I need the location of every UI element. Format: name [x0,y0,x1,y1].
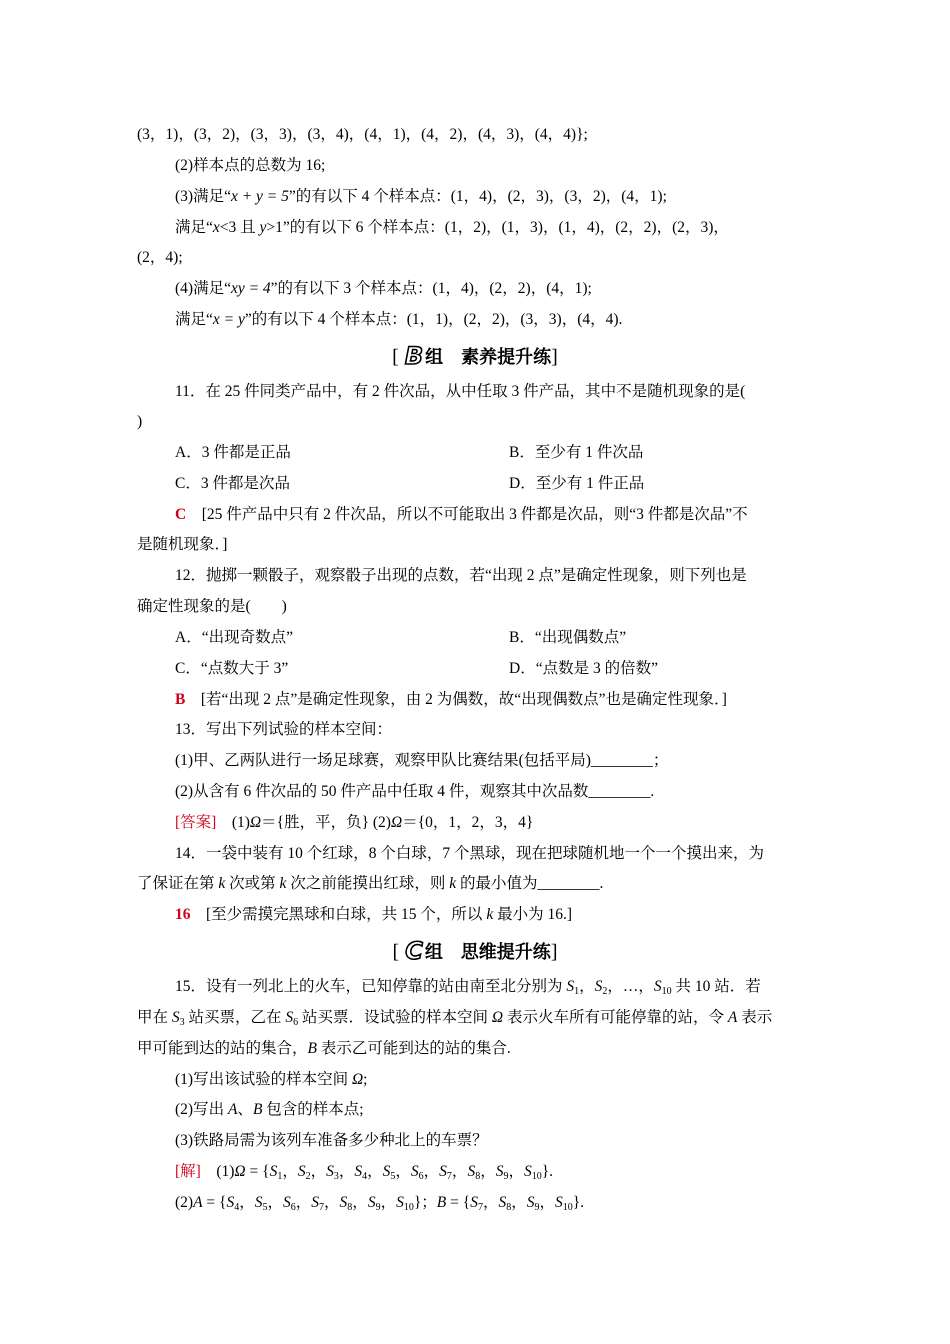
section-b-header: [ B 组 素养提升练] [392,342,558,370]
question-13-answer: [答案] (1)Ω＝{胜，平，负} (2)Ω＝{0，1，2，3，4} [175,814,534,831]
answer-line: 满足“x = y”的有以下 4 个样本点：(1，1)，(2，2)，(3，3)，(4，4). [175,311,623,328]
question-14-stem: 了保证在第 k 次或第 k 次之前能摸出红球，则 k 的最小值为________. [137,875,604,892]
section-b-badge: B [404,342,424,370]
option-a: A．3 件都是正品 [175,444,291,461]
answer-line: 满足“x<3 且 y>1”的有以下 6 个样本点：(1，2)，(1，3)，(1，4)，(2，2)，(2，3)， [175,219,729,236]
option-c: C．3 件都是次品 [175,475,290,492]
section-c-badge: C [405,937,423,965]
question-12-answer: B [若“出现 2 点”是确定性现象，由 2 为偶数，故“出现偶数点”也是确定性现象．] [175,691,727,708]
option-b: B．“出现偶数点” [509,629,627,646]
option-b: B．至少有 1 件次品 [509,444,644,461]
question-12-stem: 确定性现象的是( ) [137,598,287,615]
question-15-part: (2)写出 A、B 包含的样本点; [175,1101,364,1118]
question-11-stem: ) [137,413,143,430]
question-13-part: (1)甲、乙两队进行一场足球赛，观察甲队比赛结果(包括平局)________； [175,752,669,769]
option-a: A．“出现奇数点” [175,629,293,646]
option-d: D．至少有 1 件正品 [509,475,645,492]
answer-line: (4)满足“xy = 4”的有以下 3 个样本点：(1，4)，(2，2)，(4，1); [175,280,592,297]
question-15-part: (3)铁路局需为该列车准备多少种北上的车票？ [175,1132,488,1149]
question-15-stem: 甲在 $S_3$ 站买票，乙在 $S_6$ 站买票．设试验的样本空间 Ω 表示火车所有可能停靠的站，令 A 表示 [137,1009,773,1028]
question-11-stem: 11．在 25 件同类产品中，有 2 件次品，从中任取 3 件产品，其中不是随机现象的是( [175,383,746,400]
question-11-answer: 是随机现象．] [137,536,228,553]
question-13-stem: 13．写出下列试验的样本空间： [175,721,393,738]
option-c: C．“点数大于 3” [175,660,289,677]
question-15-stem: 甲可能到达的站的集合，B 表示乙可能到达的站的集合. [137,1040,511,1057]
question-15-solution: [解] $(1)\Omega = \{S_1$，$S_2$，$S_3$，$S_4$，$S_5$，$S_6$，$S_7$，$S_8$，$S_9$，$S_{10}$}. [175,1163,554,1182]
question-14-stem: 14．一袋中装有 10 个红球，8 个白球，7 个黑球，现在把球随机地一个一个摸出来，为 [175,845,765,862]
answer-line: (3，1)，(3，2)，(3，3)，(3，4)，(4，1)，(4，2)，(4，3)，(4，4)}; [137,126,588,143]
question-12-stem: 12．抛掷一颗骰子，观察骰子出现的点数，若“出现 2 点”是确定性现象，则下列也是 [175,567,747,584]
answer-line: (2，4); [137,249,183,266]
question-15-part: (1)写出该试验的样本空间 Ω; [175,1071,368,1088]
question-15-solution: $(2)A = \{S_4$，$S_5$，$S_6$，$S_7$，$S_8$，$S_9$，$S_{10}$}；$B = \{S_7$，$S_8$，$S_9$，$S_{10}$}. [175,1194,585,1213]
question-15-stem: 15．设有一列北上的火车，已知停靠的站由南至北分别为 $S_1$，$S_2$，…，$S_{10}$ 共 10 站．若 [175,978,761,997]
option-d: D．“点数是 3 的倍数” [509,660,658,677]
question-13-part: (2)从含有 6 件次品的 50 件产品中任取 4 件，观察其中次品数________. [175,783,655,800]
answer-line: (3)满足“x + y = 5”的有以下 4 个样本点：(1，4)，(2，3)，(3，2)，(4，1); [175,188,667,205]
section-c-header: [ C 组 思维提升练] [392,937,558,965]
question-14-answer: 16 [至少需摸完黑球和白球，共 15 个，所以 k 最小为 16.] [175,906,572,923]
question-11-answer: C [25 件产品中只有 2 件次品，所以不可能取出 3 件都是次品，则“3 件都是次品”不 [175,506,748,523]
answer-line: (2)样本点的总数为 16; [175,157,326,174]
